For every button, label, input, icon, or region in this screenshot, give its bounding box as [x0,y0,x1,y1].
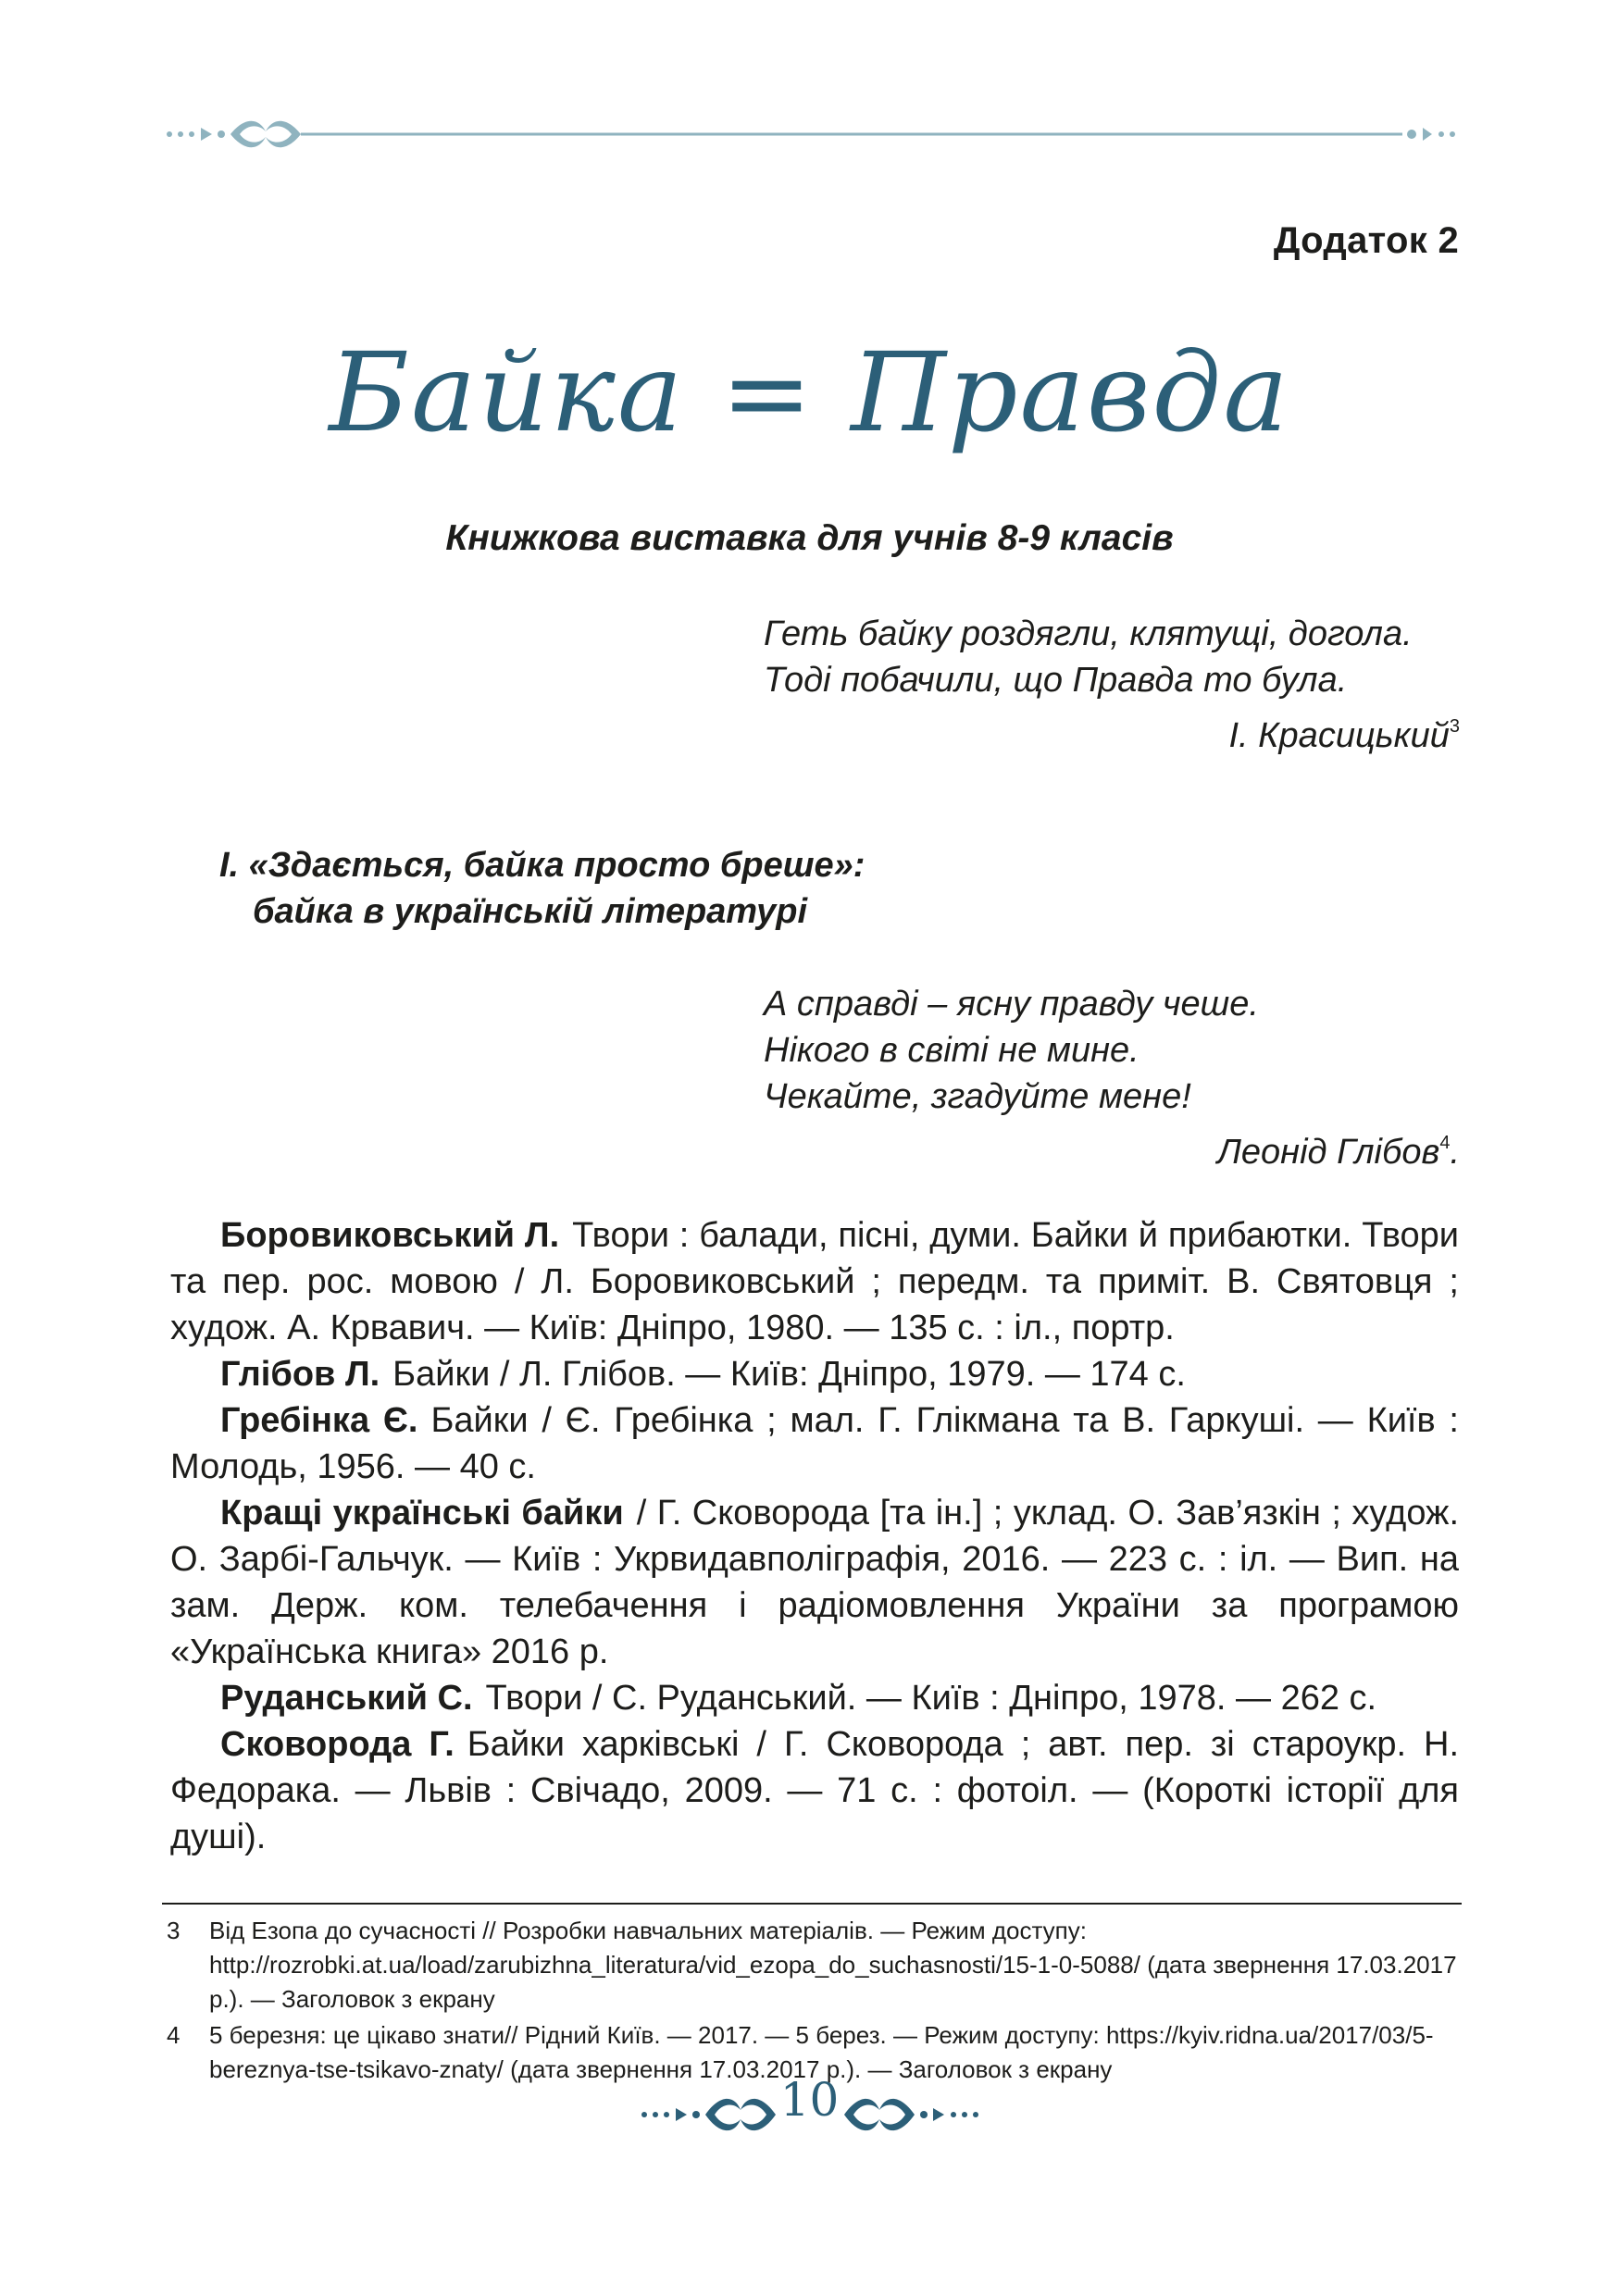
entry-author: Руданський С. [220,1679,473,1718]
bibliography-entry [170,1675,1459,1721]
epigraph-author [764,703,1460,759]
epigraph-author-name: Леонід Глібов [1216,1133,1440,1172]
entry-text: Твори : балади, пісні, думи. Байки й прибаютки. Твори та пер. рос. мовою / Л. Боровиковський ; передм. та приміт. В. Святовця ; худож. А. Крвавич. — Київ: Дніпро, 1980. — 135 с. : іл., портр. [170,1216,1459,1347]
section-heading-line1: І. «Здається, байка просто бреше»: [219,846,866,885]
epigraph-hlibov [764,981,1460,1175]
bibliography-entry [170,1212,1459,1351]
footnote-divider [162,1903,1462,1905]
bibliography-entry [170,1351,1459,1397]
appendix-label: Додаток 2 [1273,220,1459,261]
footnote-text: 5 березня: це цікаво знати// Рідний Київ. — 2017. — 5 берез. — Режим доступу: https://kyiv.ridna.ua/2017/03/5-bereznya-tse-tsikavo-znaty/ (дата звернення 17.03.2017 р.). — Заголовок з екрану [209,2021,1434,2083]
epigraph-line: А справді – ясну правду чеше. [764,985,1259,1024]
epigraph-author-name: І. Красицький [1228,716,1450,755]
epigraph-line: Тоді побачили, що Правда то була. [764,661,1348,700]
footnote-number: 4 [167,2021,181,2049]
page-subtitle: Книжкова виставка для учнів 8-9 класів [445,518,1174,558]
entry-text: Байки / Є. Гребінка ; мал. Г. Глікмана та В. Гаркуші. — Київ : Молодь, 1956. — 40 с. [170,1401,1459,1486]
entry-author: Боровиковський Л. [220,1216,560,1255]
top-ornament-rule [162,111,1463,157]
footnote-ref[interactable]: 4 [1439,1133,1451,1153]
epigraph-krasytskyi [764,611,1460,759]
epigraph-author-period: . [1450,1133,1460,1172]
entry-author: Глібов Л. [220,1355,380,1394]
page-title: Байка = Правда [329,329,1290,456]
footnotes [167,1914,1463,2089]
bibliography-entry [170,1490,1459,1675]
bibliography-entry [170,1721,1459,1860]
footnote [167,1914,1463,2017]
footnote-text: Від Езопа до сучасності // Розробки навчальних матеріалів. — Режим доступу: http://rozrobki.at.ua/load/zarubizhna_literatura/vid_ezopa_do_suchasnosti/15-1-0-5088/ (дата звернення 17.03.2017 р.). — Заголовок з екрану [209,1917,1457,2013]
entry-text: / Г. Сковорода [та ін.] ; уклад. О. Зав’язкін ; худож. О. Зарбі-Гальчук. — Київ : Укрвидавполіграфія, 2016. — 223 с. : іл. — Вип. на зам. Держ. ком. телебачення і радіомовлення України за програмою «Українська книга» 2016 р. [170,1494,1460,1671]
section-heading-line2: байка в українській літературі [253,892,808,931]
footnote-ref[interactable]: 3 [1449,716,1460,737]
epigraph-line: Чекайте, згадуйте мене! [764,1077,1191,1116]
page-number: 10 [779,2073,840,2127]
section-heading [219,842,865,935]
entry-author: Сковорода Г. [220,1725,455,1764]
entry-text: Байки харківські / Г. Сковорода ; авт. пер. зі староукр. Н. Федорака. — Львів : Свічадо, 2009. — 71 с. : фотоіл. — (Короткі історії для душі). [170,1725,1460,1856]
epigraph-line: Нікого в світі не мине. [764,1031,1140,1070]
bibliography-entry [170,1397,1459,1490]
epigraph-author [764,1120,1460,1175]
footnote-number: 3 [167,1917,181,1944]
epigraph-line: Геть байку роздягли, клятущі, догола. [764,614,1413,653]
bibliography-list [170,1212,1459,1860]
entry-text: Твори / С. Руданський. — Київ : Дніпро, 1978. — 262 с. [485,1679,1377,1718]
entry-author: Кращі українські байки [220,1494,624,1533]
entry-text: Байки / Л. Глібов. — Київ: Дніпро, 1979. — 174 с. [392,1355,1186,1394]
entry-author: Гребінка Є. [220,1401,418,1440]
